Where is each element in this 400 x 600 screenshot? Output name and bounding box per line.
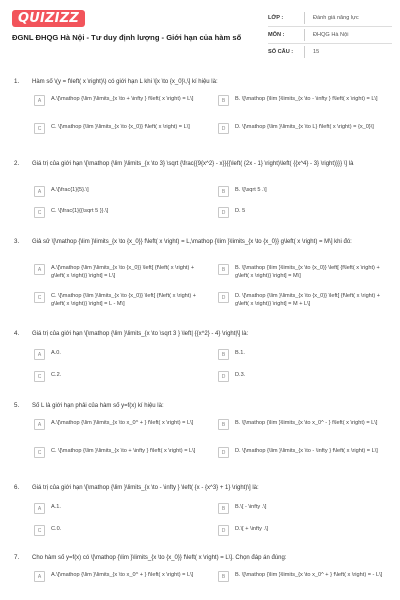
option-letter-box: D (218, 525, 229, 536)
option-letter-box: A (34, 349, 45, 360)
quizizz-logo: QUIZIZZ (12, 10, 85, 27)
option-a[interactable] (34, 264, 202, 280)
option-letter-box: D (218, 292, 229, 303)
option-text: B. \[\mathop {\lim }\limits_{x \to x_0^ + } f\left( x \right) = - L\] (235, 572, 383, 578)
meta-value: 15 (313, 49, 320, 55)
question-text: Số L là giới hạn phải của hàm số y=f(x) kí hiệu là: (32, 403, 164, 409)
option-d[interactable] (218, 447, 386, 458)
option-text: C.0. (51, 526, 62, 532)
option-text: C.2. (51, 372, 62, 378)
option-text: B. \[\sqrt 5 .\] (235, 187, 267, 193)
option-letter-box: A (34, 95, 45, 106)
option-letter-box: C (34, 292, 45, 303)
option-letter-box: B (218, 349, 229, 360)
meta-row-count (268, 44, 392, 60)
question-number: 3. (14, 238, 20, 245)
option-letter-box: C (34, 525, 45, 536)
meta-label: SỐ CÂU : (268, 49, 294, 55)
option-text: A.\[\mathop {\lim }\limits_{x \to {x_0}} \left[ {f\left( x \right) + g\left( x \right)} \right] = L\] (51, 265, 195, 279)
option-letter-box: D (218, 447, 229, 458)
question-text: Hàm số \(y = f\left( x \right)\) có giới hạn L khi \[x \to {x_0}\,\] kí hiệu là: (32, 79, 218, 85)
meta-separator (304, 29, 305, 41)
option-letter-box: C (34, 123, 45, 134)
option-letter-box: A (34, 419, 45, 430)
option-text: D. \[\mathop {\lim }\limits_{x \to {x_0}} \left[ {f\left( x \right) + g\left( x \right)} \right] = M + L\] (235, 293, 381, 307)
question-number: 7. (14, 554, 20, 561)
option-a[interactable] (34, 571, 202, 582)
option-c[interactable] (34, 292, 202, 308)
meta-label: LỚP : (268, 15, 284, 21)
option-letter-box: D (218, 207, 229, 218)
question-number: 2. (14, 160, 20, 167)
option-text: A.1. (51, 504, 61, 510)
option-b[interactable] (218, 95, 386, 106)
option-c[interactable] (34, 123, 202, 134)
question-number: 4. (14, 330, 20, 337)
option-d[interactable] (218, 371, 386, 382)
document-title: ĐGNL ĐHQG Hà Nội - Tư duy định lượng - Giới hạn của hàm số (12, 33, 242, 42)
meta-separator (304, 46, 305, 58)
meta-table (268, 10, 392, 60)
question-text: Giả sử \[\mathop {\lim }\limits_{x \to {x_0}} f\left( x \right) = L,\mathop {\lim }\limits_{x \to {x_0}} g\left( x \right) = M\] khi đó: (32, 239, 352, 245)
option-text: B.1. (235, 350, 245, 356)
option-letter-box: B (218, 503, 229, 514)
option-letter-box: B (218, 264, 229, 275)
question-text: Giá trị của giới hạn \[\mathop {\lim }\limits_{x \to - \infty } \left( {x - {x^3} + 1} \right)\] là: (32, 485, 259, 491)
question-number: 6. (14, 484, 20, 491)
option-letter-box: A (34, 503, 45, 514)
option-c[interactable] (34, 447, 202, 458)
meta-label: MÔN : (268, 32, 285, 38)
option-text: C. \[\frac{1}{{\sqrt 5 }}.\] (51, 208, 109, 214)
option-d[interactable] (218, 123, 386, 134)
option-text: C. \[\mathop {\lim }\limits_{x \to {x_0}} f\left( x \right) = L\] (51, 124, 190, 130)
option-letter-box: C (34, 371, 45, 382)
option-letter-box: D (218, 123, 229, 134)
option-a[interactable] (34, 419, 202, 430)
option-text: A.\[\frac{1}{5}.\] (51, 187, 89, 193)
option-letter-box: B (218, 571, 229, 582)
question-number: 5. (14, 402, 20, 409)
option-text: A.\[\mathop {\lim }\limits_{x \to x_0^ + } f\left( x \right) = L\] (51, 572, 194, 578)
option-text: A.\[\mathop {\lim }\limits_{x \to + \infty } f\left( x \right) = L\] (51, 96, 194, 102)
option-letter-box: A (34, 571, 45, 582)
option-text: B. \[\mathop {\lim }\limits_{x \to x_0^ - } f\left( x \right) = L\] (235, 420, 378, 426)
question-text: Giá trị của giới hạn \[\mathop {\lim }\limits_{x \to 3} \sqrt {\frac{{9{x^2} - x}}{{\left( {2x - 1} \right)\left( {{x^4} - 3} \right)}}} \] là (32, 161, 354, 167)
option-text: D. \[\mathop {\lim }\limits_{x \to L} f\left( x \right) = {x_0}\] (235, 124, 374, 130)
option-text: C. \[\mathop {\lim }\limits_{x \to {x_0}} \left[ {f\left( x \right) + g\left( x \right)} \right] = L - M\] (51, 293, 197, 307)
option-text: C. \[\mathop {\lim }\limits_{x \to + \infty } f\left( x \right) = L\] (51, 448, 196, 454)
question-text: Giá trị của giới hạn \[\mathop {\lim }\limits_{x \to \sqrt 3 } \left| {{x^2} - 4} \right|\] là: (32, 331, 249, 337)
option-b[interactable] (218, 186, 386, 197)
meta-value: ĐHQG Hà Nội (313, 32, 349, 38)
meta-row-class (268, 10, 392, 27)
option-text: D.\[ + \infty .\] (235, 526, 269, 532)
option-text: A.0. (51, 350, 61, 356)
option-b[interactable] (218, 264, 386, 280)
option-text: D. \[\mathop {\lim }\limits_{x \to - \infty } f\left( x \right) = L\] (235, 448, 378, 454)
option-text: B. \[\mathop {\lim }\limits_{x \to {x_0}} \left[ {f\left( x \right) + g\left( x \right)} \right] = M\] (235, 265, 380, 279)
question-number: 1. (14, 78, 20, 85)
option-text: D.3. (235, 372, 246, 378)
option-text: A.\[\mathop {\lim }\limits_{x \to x_0^ + } f\left( x \right) = L\] (51, 420, 194, 426)
option-b[interactable] (218, 419, 386, 430)
option-letter-box: D (218, 371, 229, 382)
meta-row-subject (268, 27, 392, 44)
option-b[interactable] (218, 349, 386, 360)
meta-value: Đánh giá năng lực (313, 15, 359, 21)
option-a[interactable] (34, 503, 202, 514)
option-a[interactable] (34, 349, 202, 360)
meta-separator (304, 12, 305, 24)
option-d[interactable] (218, 525, 386, 536)
header (0, 0, 400, 68)
option-a[interactable] (34, 186, 202, 197)
option-d[interactable] (218, 207, 386, 218)
option-letter-box: B (218, 186, 229, 197)
option-a[interactable] (34, 95, 202, 106)
option-text: B. \[\mathop {\lim }\limits_{x \to - \infty } f\left( x \right) = L\] (235, 96, 378, 102)
option-letter-box: B (218, 95, 229, 106)
option-letter-box: C (34, 447, 45, 458)
option-text: D. 5 (235, 208, 246, 214)
option-b[interactable] (218, 571, 386, 582)
option-c[interactable] (34, 525, 202, 536)
option-c[interactable] (34, 371, 202, 382)
option-text: B.\[ - \infty .\] (235, 504, 267, 510)
option-letter-box: C (34, 207, 45, 218)
question-text: Cho hàm số y=f(x) có \[\mathop {\lim }\limits_{x \to {x_0}} f\left( x \right) = L\]. Chọn đáp án đúng: (32, 555, 287, 561)
option-d[interactable] (218, 292, 386, 308)
option-c[interactable] (34, 207, 202, 218)
option-letter-box: A (34, 186, 45, 197)
option-letter-box: A (34, 264, 45, 275)
option-b[interactable] (218, 503, 386, 514)
option-letter-box: B (218, 419, 229, 430)
